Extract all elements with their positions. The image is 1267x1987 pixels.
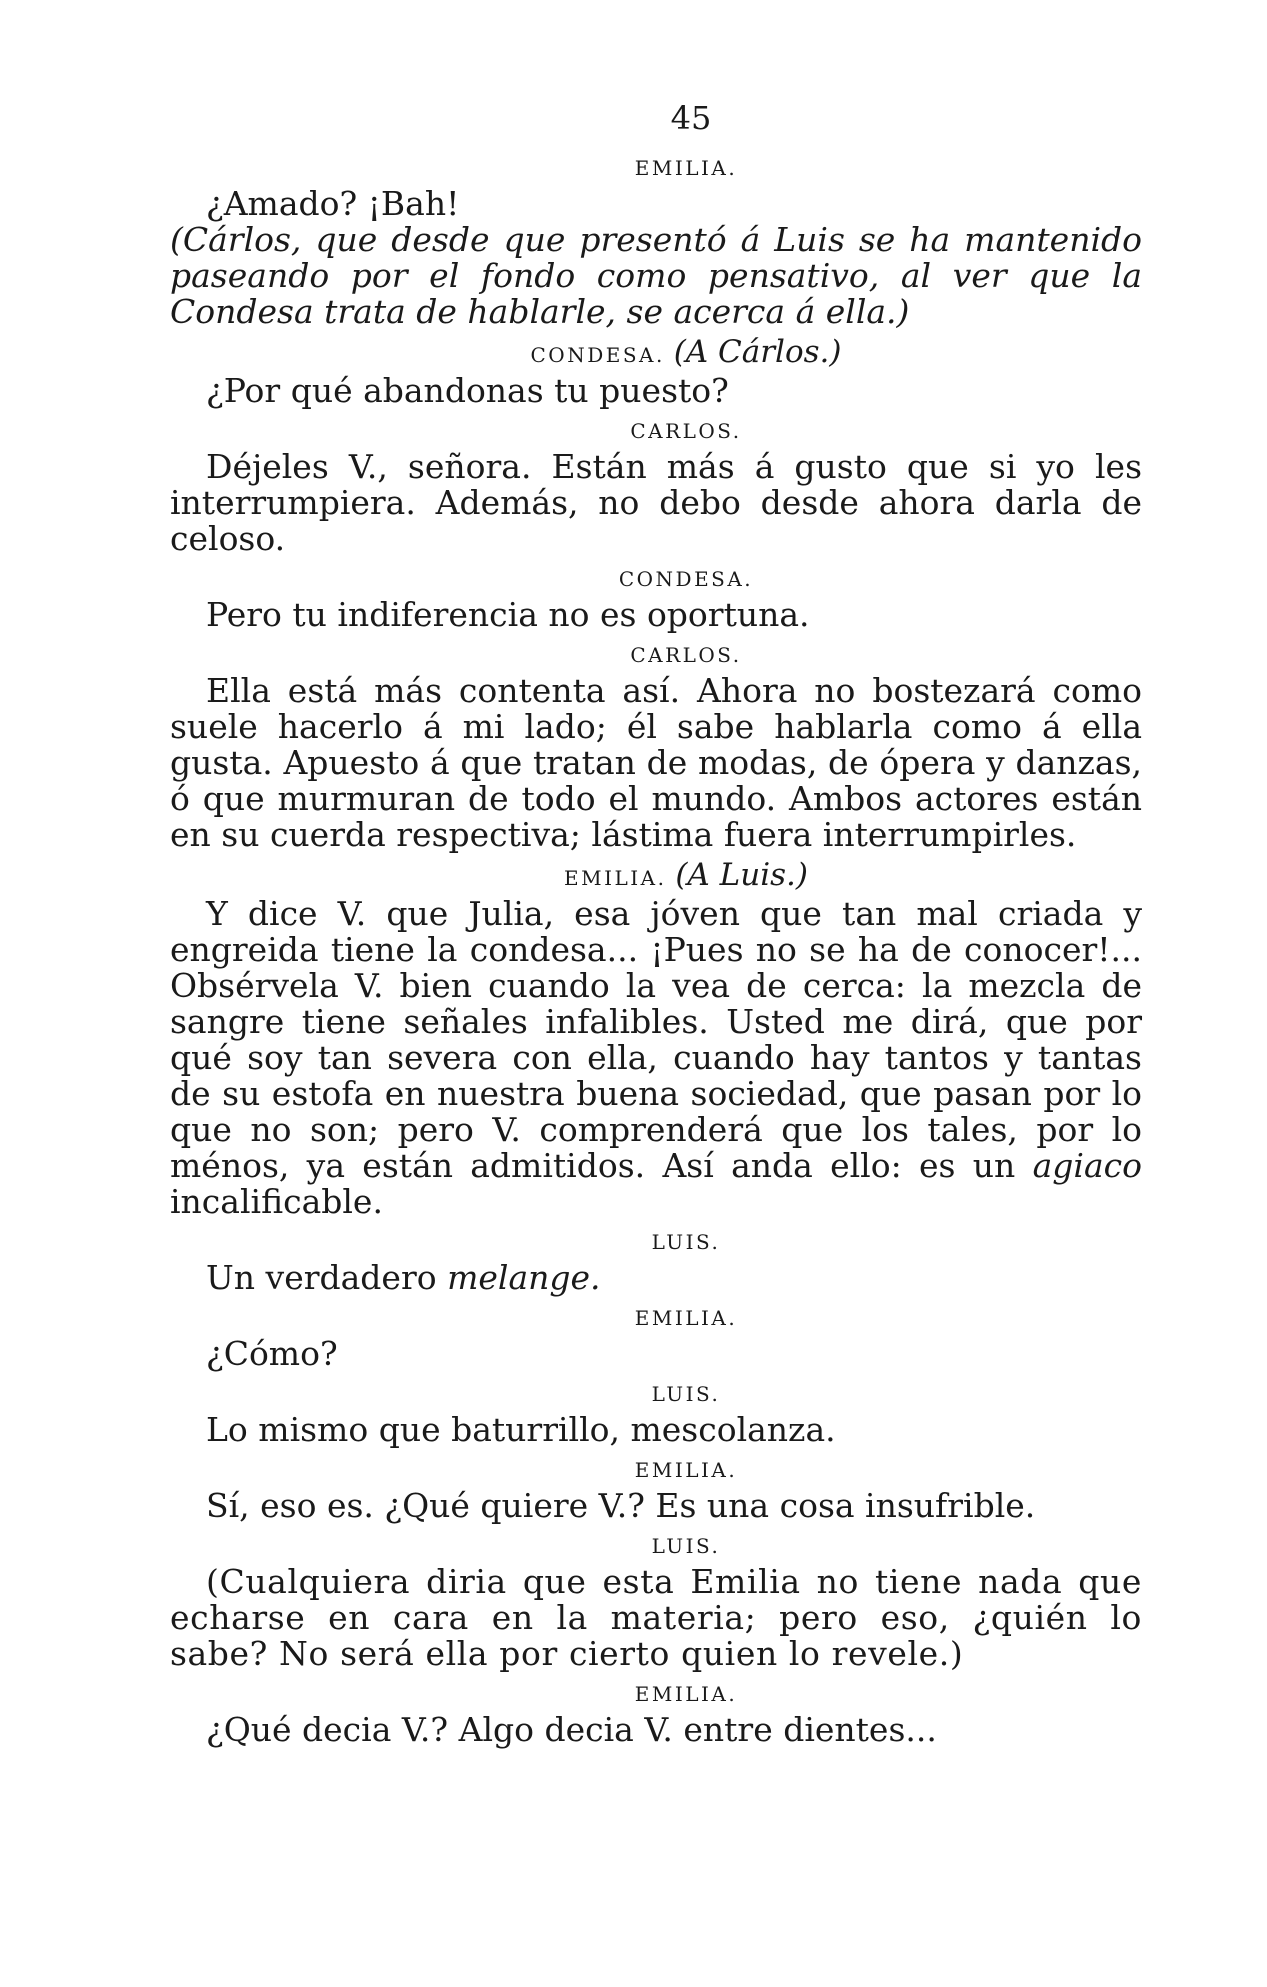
speaker-luis: LUIS. bbox=[651, 1230, 721, 1254]
book-page bbox=[170, 100, 1142, 1748]
speaker-emilia: EMILIA. bbox=[634, 1458, 738, 1482]
speaker-emilia: EMILIA. bbox=[634, 1682, 738, 1706]
dialogue-text: Un verdadero bbox=[206, 1258, 448, 1297]
dialogue-text: incalificable. bbox=[170, 1182, 383, 1221]
dialogue-line: Pero tu indiferencia no es oportuna. bbox=[206, 595, 810, 634]
speaker-emilia: EMILIA. bbox=[634, 1306, 738, 1330]
dialogue-line: (Cualquiera diria que esta Emilia no tiene nada que echarse en cara en la materia; pero eso, ¿quién lo sabe? No será ella por cierto quien lo revele.) bbox=[170, 1562, 1142, 1673]
dialogue-line bbox=[170, 1260, 1142, 1296]
dialogue-line bbox=[170, 896, 1142, 1220]
page-number: 45 bbox=[670, 99, 712, 137]
dialogue-line: Déjeles V., señora. Están más á gusto que si yo les interrumpiera. Además, no debo desde ahora darla de celoso. bbox=[170, 447, 1142, 558]
dialogue-line: Ella está más contenta así. Ahora no bostezará como suele hacerlo á mi lado; él sabe hablarla como á ella gusta. Apuesto á que tratan de modas, de ópera y danzas, ó que murmuran de todo el mundo. Ambos actores están en su cuerda respectiva; lástima fuera interrumpirles. bbox=[170, 671, 1142, 854]
dialogue-text: Y dice V. que Julia, esa jóven que tan mal criada y engreida tiene la condesa... ¡Pues no se ha de conocer!... Obsérvela V. bien cuando la vea de cerca: la mezcla de sangre tiene señales infalibles. Usted me dirá, que por qué soy tan severa con ella, cuando hay tantos y tantas de su estofa en nuestra buena sociedad, que pasan por lo que no son; pero V. comprenderá que los tales, por lo ménos, ya están admitidos. Así anda ello: es un bbox=[170, 894, 1142, 1185]
speaker-luis: LUIS. bbox=[651, 1534, 721, 1558]
speaker-aside: (A Luis.) bbox=[675, 857, 808, 893]
speaker-carlos: CARLOS. bbox=[630, 643, 742, 667]
speaker-name: EMILIA. bbox=[564, 866, 667, 890]
speaker-carlos: CARLOS. bbox=[630, 419, 742, 443]
dialogue-line: ¿Amado? ¡Bah! bbox=[206, 184, 460, 223]
speaker-luis: LUIS. bbox=[651, 1382, 721, 1406]
speaker-emilia bbox=[170, 857, 1142, 893]
stage-direction: (Cárlos, que desde que presentó á Luis se ha mantenido paseando por el fondo como pensativo, al ver que la Condesa trata de hablarle, se acerca á ella.) bbox=[170, 220, 1142, 331]
dialogue-line: Lo mismo que baturrillo, mescolanza. bbox=[206, 1410, 836, 1449]
dialogue-line: Sí, eso es. ¿Qué quiere V.? Es una cosa insufrible. bbox=[206, 1486, 1036, 1525]
dialogue-line: ¿Por qué abandonas tu puesto? bbox=[206, 371, 729, 410]
dialogue-italic-word: melange. bbox=[447, 1258, 601, 1297]
dialogue-line: ¿Qué decia V.? Algo decia V. entre dientes... bbox=[206, 1710, 937, 1749]
speaker-condesa bbox=[170, 334, 1142, 370]
dialogue-italic-word: agiaco bbox=[1032, 1146, 1142, 1185]
speaker-aside: (A Cárlos.) bbox=[673, 334, 842, 370]
speaker-emilia: EMILIA. bbox=[634, 156, 738, 180]
speaker-condesa: CONDESA. bbox=[618, 567, 754, 591]
speaker-name: CONDESA. bbox=[530, 343, 665, 367]
dialogue-line: ¿Cómo? bbox=[206, 1334, 338, 1373]
